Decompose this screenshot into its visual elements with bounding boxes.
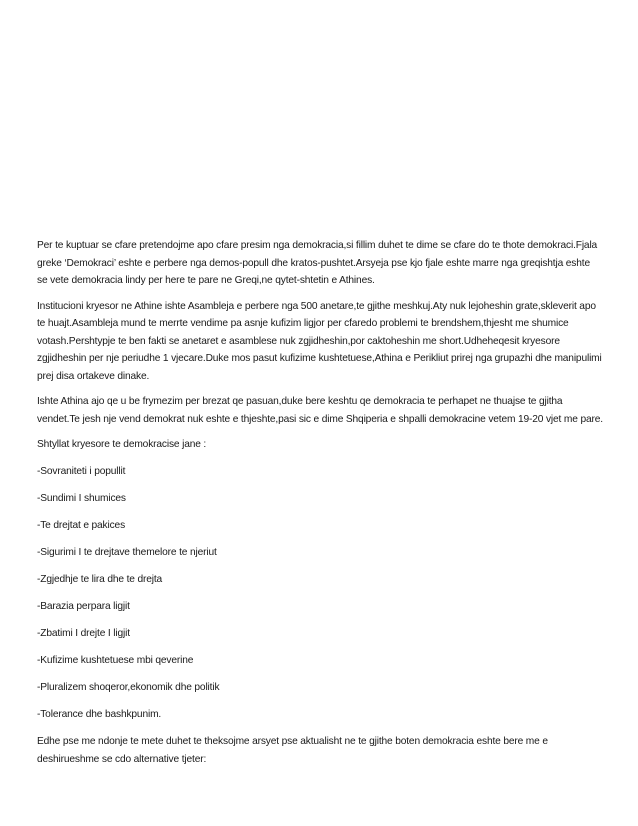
pillar-item: -Pluralizem shoqeror,ekonomik dhe politik bbox=[37, 682, 220, 693]
pillar-item: -Sigurimi I te drejtave themelore te njeriut bbox=[37, 547, 217, 558]
paragraph-closing: Edhe pse me ndonje te mete duhet te theksojme arsyet pse aktualisht ne te gjithe boten demokracia eshte bere me e deshirueshme se cdo alternative tjeter: bbox=[37, 736, 548, 765]
document-body bbox=[37, 237, 603, 776]
paragraph-legacy: Ishte Athina ajo qe u be frymezim per brezat qe pasuan,duke bere keshtu qe demokracia te perhapet ne thuajse te gjitha vendet.Te jesh nje vend demokrat nuk eshte e thjeshte,pasi sic e dime Shqiperia e shpalli demokracine vetem 19-20 vjet me pare. bbox=[37, 396, 603, 425]
pillar-item: -Barazia perpara ligjit bbox=[37, 601, 130, 612]
pillar-item: -Te drejtat e pakices bbox=[37, 520, 126, 531]
pillar-item: -Sovraniteti i popullit bbox=[37, 466, 126, 477]
pillar-item: -Sundimi I shumices bbox=[37, 493, 126, 504]
paragraph-intro: Per te kuptuar se cfare pretendojme apo cfare presim nga demokracia,si fillim duhet te dime se cfare do te thote demokraci.Fjala greke ‘Demokraci’ eshte e perbere nga demos-popull dhe kratos-pushtet.Arsyeja pse kjo fjale eshte marre nga greqishtja eshte se vete demokracia lindy per here te pare ne Greqi,ne qytet-shtetin e Athines. bbox=[37, 240, 598, 286]
pillar-item: -Zgjedhje te lira dhe te drejta bbox=[37, 574, 163, 585]
pillar-item: -Kufizime kushtetuese mbi qeverine bbox=[37, 655, 194, 666]
pillar-item: -Tolerance dhe bashkpunim. bbox=[37, 709, 162, 720]
paragraph-assembly: Institucioni kryesor ne Athine ishte Asambleja e perbere nga 500 anetare,te gjithe meshkuj.Aty nuk lejoheshin grate,skleverit apo te huajt.Asambleja mund te merrte vendime pa asnje kufizim ligjor per cfaredo problemi te brendshem,thjesht me shumice votash.Pershtypje te ben fakti se anetaret e asamblese nuk zgjidheshin,por caktoheshin me short.Udheheqesit kryesore zgjidheshin per nje periudhe 1 vjecare.Duke mos pasut kufizime kushtetuese,Athina e Perikliut prirej nga grupazhi dhe manipulimi prej disa ortakeve dinake. bbox=[37, 300, 602, 382]
pillars-heading: Shtyllat kryesore te demokracise jane : bbox=[37, 439, 207, 450]
pillar-item: -Zbatimi I drejte I ligjit bbox=[37, 628, 130, 639]
